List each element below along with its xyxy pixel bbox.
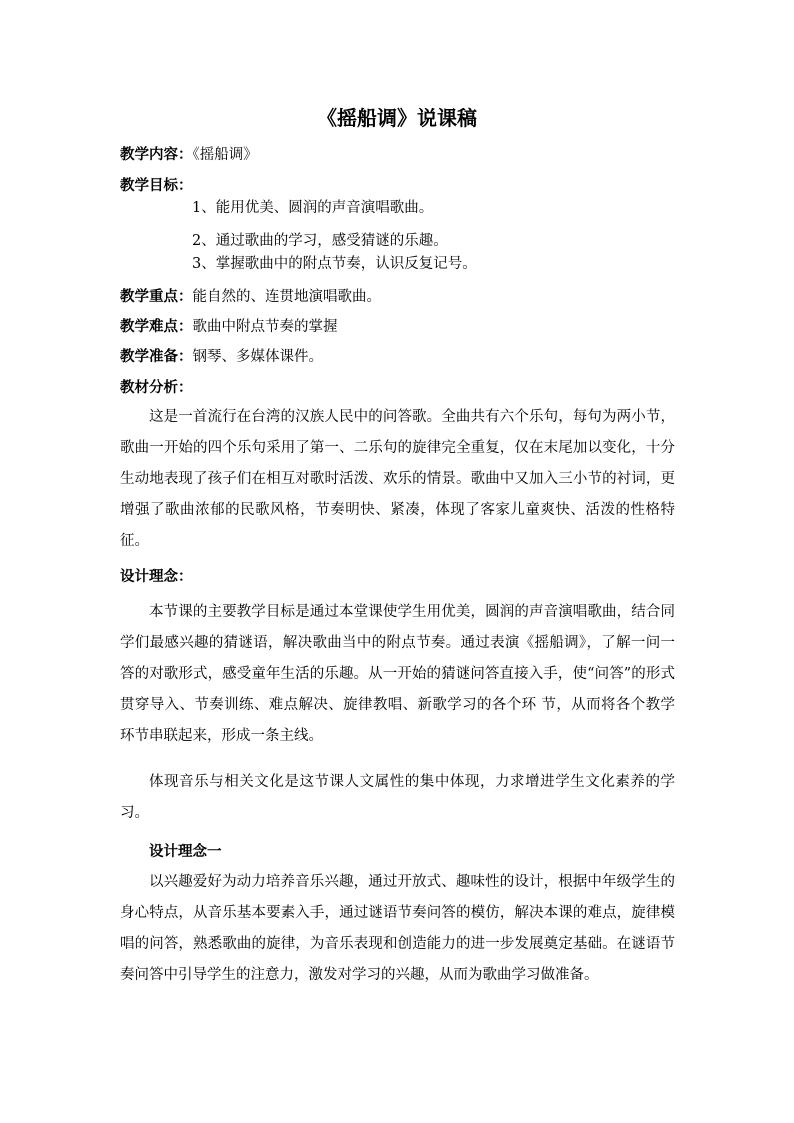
design-concept-one-heading: 设计理念一 — [149, 843, 222, 860]
objective-item-3: 3、掌握歌曲中的附点节奏，认识反复记号。 — [192, 256, 477, 272]
preparation-label: 教学准备： — [120, 348, 193, 365]
difficulties-label: 教学难点： — [120, 318, 193, 335]
difficulties-line — [120, 317, 338, 337]
teaching-objectives-line — [120, 176, 193, 196]
document-title: 《摇船调》说课稿 — [317, 106, 477, 130]
analysis-paragraph: 这是一首流行在台湾的汉族人民中的问答歌。全曲共有六个乐句，每句为两小节，歌曲一开始的四个乐句采用了第一、二乐句的旋律完全重复，仅在末尾加以变化，十分生动地表现了孩子们在相互对歌时活泼、欢乐的情景。歌曲中又加入三小节的衬词，更增强了歌曲浓郁的民歌风格，节奏明快、紧凑，体现了客家儿童爽快、活泼的性格特征。 — [120, 409, 675, 549]
teaching-content-label: 教学内容： — [120, 146, 193, 163]
teaching-content-line — [120, 145, 258, 165]
objective-item-2: 2、通过歌曲的学习，感受猜谜的乐趣。 — [192, 233, 448, 249]
teaching-content-value: 《摇船调》 — [192, 147, 258, 163]
design-concept-paragraph-1: 本节课的主要教学目标是通过本堂课使学生用优美，圆润的声音演唱歌曲，结合同学们最感兴趣的猜谜语，解决歌曲当中的附点节奏。通过表演《摇船调》，了解一问一答的对歌形式，感受童年生活的乐趣。从一开始的猜谜问答直接入手，使“问答”的形式贯穿导入、节奏训练、难点解决、旋律教唱、新歌学习的各个环 节，从而将各个教学环节串联起来，形成一条主线。 — [120, 604, 675, 744]
preparation-line — [120, 347, 323, 367]
design-concept-paragraph-2: 体现音乐与相关文化是这节课人文属性的集中体现，力求增进学生文化素养的学习。 — [120, 774, 675, 821]
design-concept-heading: 设计理念： — [120, 568, 193, 585]
objective-item-1: 1、能用优美、圆润的声音演唱歌曲。 — [192, 200, 434, 216]
analysis-heading: 教材分析： — [120, 379, 193, 396]
teaching-objectives-label: 教学目标： — [120, 177, 193, 194]
design-concept-one-paragraph: 以兴趣爱好为动力培养音乐兴趣，通过开放式、趣味性的设计，根据中年级学生的身心特点，从音乐基本要素入手，通过谜语节奏问答的模仿，解决本课的难点，旋律模唱的问答，熟悉歌曲的旋律，为音乐表现和创造能力的进一步发展奠定基础。在谜语节奏问答中引导学生的注意力，激发对学习的兴趣，从而为歌曲学习做准备。 — [120, 874, 675, 983]
key-points-line — [120, 287, 381, 307]
key-points-label: 教学重点： — [120, 288, 193, 305]
key-points-value: 能自然的、连贯地演唱歌曲。 — [192, 289, 381, 305]
preparation-value: 钢琴、多媒体课件。 — [192, 349, 323, 365]
difficulties-value: 歌曲中附点节奏的掌握 — [192, 319, 338, 335]
